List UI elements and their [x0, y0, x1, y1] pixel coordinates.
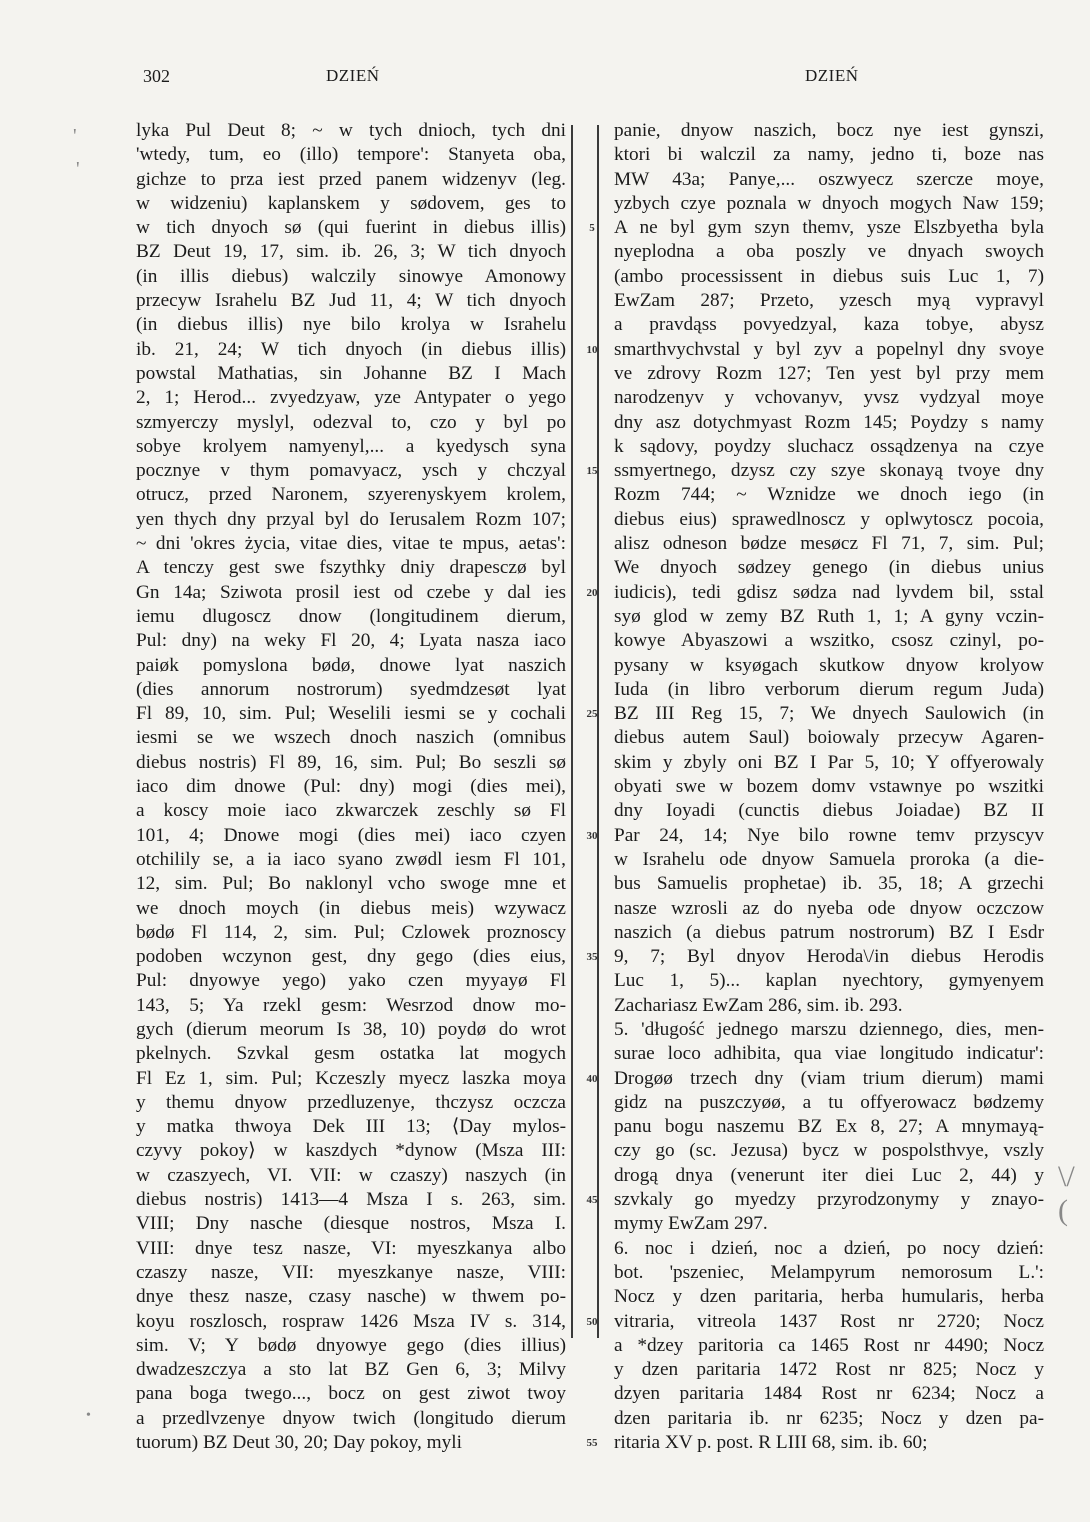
text-line: We dnyoch sødzey genego (in diebus unius: [614, 557, 1044, 579]
text-line: gych (dierum meorum Is 38, 10) poydø do wrot: [136, 1018, 566, 1040]
text-line: dwadzeszczya a sto lat BZ Gen 6, 3; Milvy: [136, 1359, 566, 1381]
text-line: Par 24, 14; Nye bilo rowne temv przyscyv: [614, 824, 1044, 846]
text-line: 9, 7; Byl dnyov Heroda\/in diebus Herodis: [614, 946, 1044, 968]
text-line: ve zdrovy Rozm 127; Ten yest byl przy mem: [614, 362, 1044, 384]
text-line: czyvy pokoy⟩ w kaszdych *dynow (Msza III:: [136, 1140, 566, 1162]
text-line: BZ III Reg 15, 7; We dnyech Saulowich (in: [614, 703, 1044, 725]
text-line: podoben wczynon gest, dny gego (dies eius,: [136, 946, 566, 968]
text-line: panu bogu naszemu BZ Ex 8, 27; A mnymayą-: [614, 1116, 1044, 1138]
text-line: a koscy moie iaco zkwarczek zeschly sø Fl: [136, 800, 566, 822]
line-number: 55: [586, 1437, 598, 1450]
text-line: otchilily se, a ia iaco syano zwødl iesm Fl 101,: [136, 848, 566, 870]
text-line: 5. 'długość jednego marszu dziennego, dies, men-: [614, 1018, 1044, 1040]
text-line: iudicis), tedi gdisz sødza nad lyvdem bil, sstal: [614, 581, 1044, 603]
text-line: Pul: dny) na weky Fl 20, 4; Lyata nasza iaco: [136, 630, 566, 652]
text-line: EwZam 287; Przeto, yzesch myą vypravyl: [614, 290, 1044, 312]
text-line: dny asz dotychmyast Rozm 145; Poydzy s namy: [614, 411, 1044, 433]
text-line: koyu roszlosch, rospraw 1426 Msza IV s. 314,: [136, 1310, 566, 1332]
right-column: [614, 119, 1044, 1455]
text-line: diebus autem Saul) boiowaly przecyw Agaren-: [614, 727, 1044, 749]
text-line: pysany w ksyøgach skutkow dnyow krolyow: [614, 654, 1044, 676]
line-number: 40: [586, 1072, 598, 1085]
text-line: sim. V; Y bødø dnyowye gego (dies illius): [136, 1334, 566, 1356]
text-line: nyeplodna a oba poszly ve dnyach swoych: [614, 241, 1044, 263]
text-line: iesmi se we wszech dnoch naszich (omnibus: [136, 727, 566, 749]
text-line: dny Ioyadi (cunctis diebus Joiadae) BZ II: [614, 800, 1044, 822]
text-line: gichze to prza iest przed panem widzenyv (leg.: [136, 168, 566, 190]
text-line: w czaszyech, VI. VII: w czaszy) naszych (in: [136, 1164, 566, 1186]
text-line: czy go (sc. Jezusa) bycz w pospolsthvye, vszly: [614, 1140, 1044, 1162]
text-line: A ne byl gym szyn themv, ysze Elszbyetha byla: [614, 217, 1044, 239]
text-line: bus Samuelis prophetae) ib. 35, 18; A grzechi: [614, 873, 1044, 895]
text-line: diebus nostris) Fl 89, 16, sim. Pul; Bo seszli sø: [136, 751, 566, 773]
margin-mark-mid-left: ': [76, 158, 80, 180]
text-line: ritaria XV p. post. R LIII 68, sim. ib. 60;: [614, 1432, 928, 1454]
text-line: bot. 'pszeniec, Melampyrum nemorosum L.':: [614, 1261, 1044, 1283]
text-line: VIII: dnye tesz nasze, VI: myeszkanya albo: [136, 1237, 566, 1259]
column-rule-right: [597, 125, 599, 1338]
text-line: BZ Deut 19, 17, sim. ib. 26, 3; W tich dnyoch: [136, 241, 566, 263]
text-line: (in illis diebus) walczily sinowye Amonowy: [136, 265, 566, 287]
text-line: w Israhelu ode dnyow Samuela proroka (a die-: [614, 848, 1044, 870]
text-line: ib. 21, 24; W tich dnyoch (in diebus illis): [136, 338, 566, 360]
text-line: y themu dnyow przedluzenye, thczysz oczcza: [136, 1091, 566, 1113]
text-line: smarthvychvstal y byl zyv a popelnyl dny svoye: [614, 338, 1044, 360]
text-line: 2, 1; Herod... zvyedzyaw, yze Antypater o yego: [136, 387, 566, 409]
text-line: sobye krolyem namyenyl,... a kyedysch syna: [136, 435, 566, 457]
text-line: przecyw Israhelu BZ Jud 11, 4; W tich dnyoch: [136, 290, 566, 312]
text-line: otrucz, przed Naronem, szyerenyskyem krolem,: [136, 484, 566, 506]
text-line: naszich (a diebus patrum nostrorum) BZ I Esdr: [614, 921, 1044, 943]
line-number: 25: [586, 708, 598, 721]
text-line: Fl Ez 1, sim. Pul; Kczeszly myecz laszka moya: [136, 1067, 566, 1089]
text-line: a *dzey paritoria ca 1465 Rost nr 4490; Nocz: [614, 1334, 1044, 1356]
text-line: Iuda (in libro verborum dierum regum Juda): [614, 678, 1044, 700]
text-line: 12, sim. Pul; Bo naklonyl vcho swoge mne et: [136, 873, 566, 895]
text-line: dnye thesz nasze, czasy nasche) w thwem po-: [136, 1286, 566, 1308]
column-rule-left: [571, 125, 573, 1338]
line-number: 45: [586, 1194, 598, 1207]
line-number: 30: [586, 829, 598, 842]
margin-mark-top-left: ': [73, 125, 77, 147]
text-line: narodzenyv y vchovanyv, yvsz vydzyal moye: [614, 387, 1044, 409]
text-line: yzbych czye poznala w dnyoch mogych Naw 159;: [614, 192, 1044, 214]
text-line: paiøk pomyslona bødø, dnowe lyat naszich: [136, 654, 566, 676]
left-column: [136, 119, 566, 1455]
text-line: ~ dni 'okres życia, vitae dies, vitae te mpus, aetas':: [136, 533, 566, 555]
text-line: gidz na puszczyøø, a tu offyerowacz bødzemy: [614, 1091, 1044, 1113]
running-head-right: DZIEŃ: [805, 66, 859, 85]
text-line: Zachariasz EwZam 286, sim. ib. 293.: [614, 994, 903, 1016]
line-number: 15: [586, 465, 598, 478]
text-line: alisz odneson bødze mesøcz Fl 71, 7, sim. Pul;: [614, 533, 1044, 555]
text-line: a przedlvzenye dnyow twich (longitudo dierum: [136, 1407, 566, 1429]
line-number: 20: [586, 586, 598, 599]
text-line: obyati swe w bozem domv vstawnye po wszitki: [614, 776, 1044, 798]
text-line: iemu dlugoscz dnow (longitudinem dierum,: [136, 605, 566, 627]
margin-mark-bottom-left: •: [86, 1408, 91, 1423]
text-line: we dnoch moych (in diebus meis) wzywacz: [136, 897, 566, 919]
text-line: nasze wzrosli az do nyeba ode dnyow oczczow: [614, 897, 1044, 919]
text-line: kowye Abyaszowi a wszitko, csosz czinyl, po-: [614, 630, 1044, 652]
text-line: MW 43a; Panye,... oszwyecz szercze moye,: [614, 168, 1044, 190]
text-line: pkelnych. Szvkal gesm ostatka lat mogych: [136, 1043, 566, 1065]
text-line: powstal Mathatias, sin Johanne BZ I Mach: [136, 362, 566, 384]
text-line: panie, dnyow naszich, bocz nye iest gynszi,: [614, 120, 1044, 141]
text-line: w widzeniu) kaplanskem y sødovem, ges to: [136, 192, 566, 214]
text-line: Drogøø trzech dny (viam trium dierum) mami: [614, 1067, 1044, 1089]
text-line: ktori bi walczil za namy, jedno ti, boze nas: [614, 144, 1044, 166]
text-line: A tenczy gest swe fszythky dniy drapesczø byl: [136, 557, 566, 579]
text-line: ssmyertnego, dzysz czy szye skonayą tvoye dny: [614, 460, 1044, 482]
text-line: (ambo processissent in diebus suis Luc 1, 7): [614, 265, 1044, 287]
text-line: yen thych dny przyal byl do Ierusalem Rozm 107;: [136, 508, 566, 530]
text-line: diebus eius) sprawedlnoscz y oplwytoscz pocoia,: [614, 508, 1044, 530]
text-line: (in diebus illis) nye bilo krolya w Israhelu: [136, 314, 566, 336]
text-line: diebus nostris) 1413—4 Msza I s. 263, sim.: [136, 1189, 566, 1211]
text-line: Nocz y dzen paritaria, herba humularis, herba: [614, 1286, 1044, 1308]
text-line: k sądovy, poydzy sluchacz ossądzenya na czye: [614, 435, 1044, 457]
text-line: drogą dnya (venerunt iter diei Luc 2, 44) y: [614, 1164, 1044, 1186]
text-line: szvkaly go myedzy przyrodzonymy y znayo-: [614, 1189, 1044, 1211]
text-line: iaco dim dnowe (Pul: dny) mogi (dies mei),: [136, 776, 566, 798]
text-line: czaszy nasze, VII: myeszkanye nasze, VIII:: [136, 1261, 566, 1283]
line-number: 35: [586, 951, 598, 964]
text-line: vitraria, vitreola 1437 Rost nr 2720; Nocz: [614, 1310, 1044, 1332]
text-line: 'wtedy, tum, eo (illo) tempore': Stanyeta oba,: [136, 144, 566, 166]
text-line: 6. noc i dzień, noc a dzień, po nocy dzień:: [614, 1237, 1044, 1259]
line-number: 5: [589, 222, 595, 235]
text-line: mymy EwZam 297.: [614, 1213, 768, 1235]
text-line: Pul: dnyowye yego) yako czen myyayø Fl: [136, 970, 566, 992]
line-number: 10: [586, 343, 598, 356]
margin-mark-right: \/ (: [1058, 1160, 1075, 1227]
text-line: tuorum) BZ Deut 30, 20; Day pokoy, myli: [136, 1432, 462, 1454]
text-line: syø glod w zemy BZ Ruth 1, 1; A gyny vczin-: [614, 605, 1044, 627]
text-line: Luc 1, 5)... kaplan nyechtory, gymyenyem: [614, 970, 1044, 992]
text-line: 143, 5; Ya rzekl gesm: Wesrzod dnow mo-: [136, 994, 566, 1016]
running-head-left: DZIEŃ: [326, 66, 380, 85]
text-line: y matka thwoya Dek III 13; ⟨Day mylos-: [136, 1116, 566, 1138]
page-number: 302: [143, 66, 170, 86]
text-line: y dzen paritaria 1472 Rost nr 825; Nocz y: [614, 1359, 1044, 1381]
line-number: 50: [586, 1315, 598, 1328]
text-line: szmyerczy myslyl, odezval to, czo y byl po: [136, 411, 566, 433]
text-line: surae loco adhibita, qua viae longitudo indicatur':: [614, 1043, 1044, 1065]
text-line: VIII; Dny nasche (diesque nostros, Msza I.: [136, 1213, 566, 1235]
text-line: lyka Pul Deut 8; ~ w tych dnioch, tych dni: [136, 120, 566, 141]
text-line: dzen paritaria ib. nr 6235; Nocz y dzen pa-: [614, 1407, 1044, 1429]
text-line: 101, 4; Dnowe mogi (dies mei) iaco czyen: [136, 824, 566, 846]
text-line: w tich dnyoch sø (qui fuerint in diebus illis): [136, 217, 566, 239]
text-line: (dies annorum nostrorum) syedmdzesøt lyat: [136, 678, 566, 700]
text-line: bødø Fl 114, 2, sim. Pul; Czlowek proznoscy: [136, 921, 566, 943]
text-line: pocznye v thym pomavyacz, ysch y chczyal: [136, 460, 566, 482]
text-line: Fl 89, 10, sim. Pul; Weselili iesmi se y cochali: [136, 703, 566, 725]
text-line: pana boga twego..., bocz on gest ziwot twoy: [136, 1383, 566, 1405]
text-line: Rozm 744; ~ Wznidze we dnoch iego (in: [614, 484, 1044, 506]
text-line: dzyen paritaria 1484 Rost nr 6234; Nocz a: [614, 1383, 1044, 1405]
text-line: Gn 14a; Sziwota prosil iest od czebe y dal ies: [136, 581, 566, 603]
text-line: skim y zbyly oni BZ I Par 5, 10; Y offyerowaly: [614, 751, 1044, 773]
text-line: a pravdąss povyedzyal, kaza tobye, abysz: [614, 314, 1044, 336]
